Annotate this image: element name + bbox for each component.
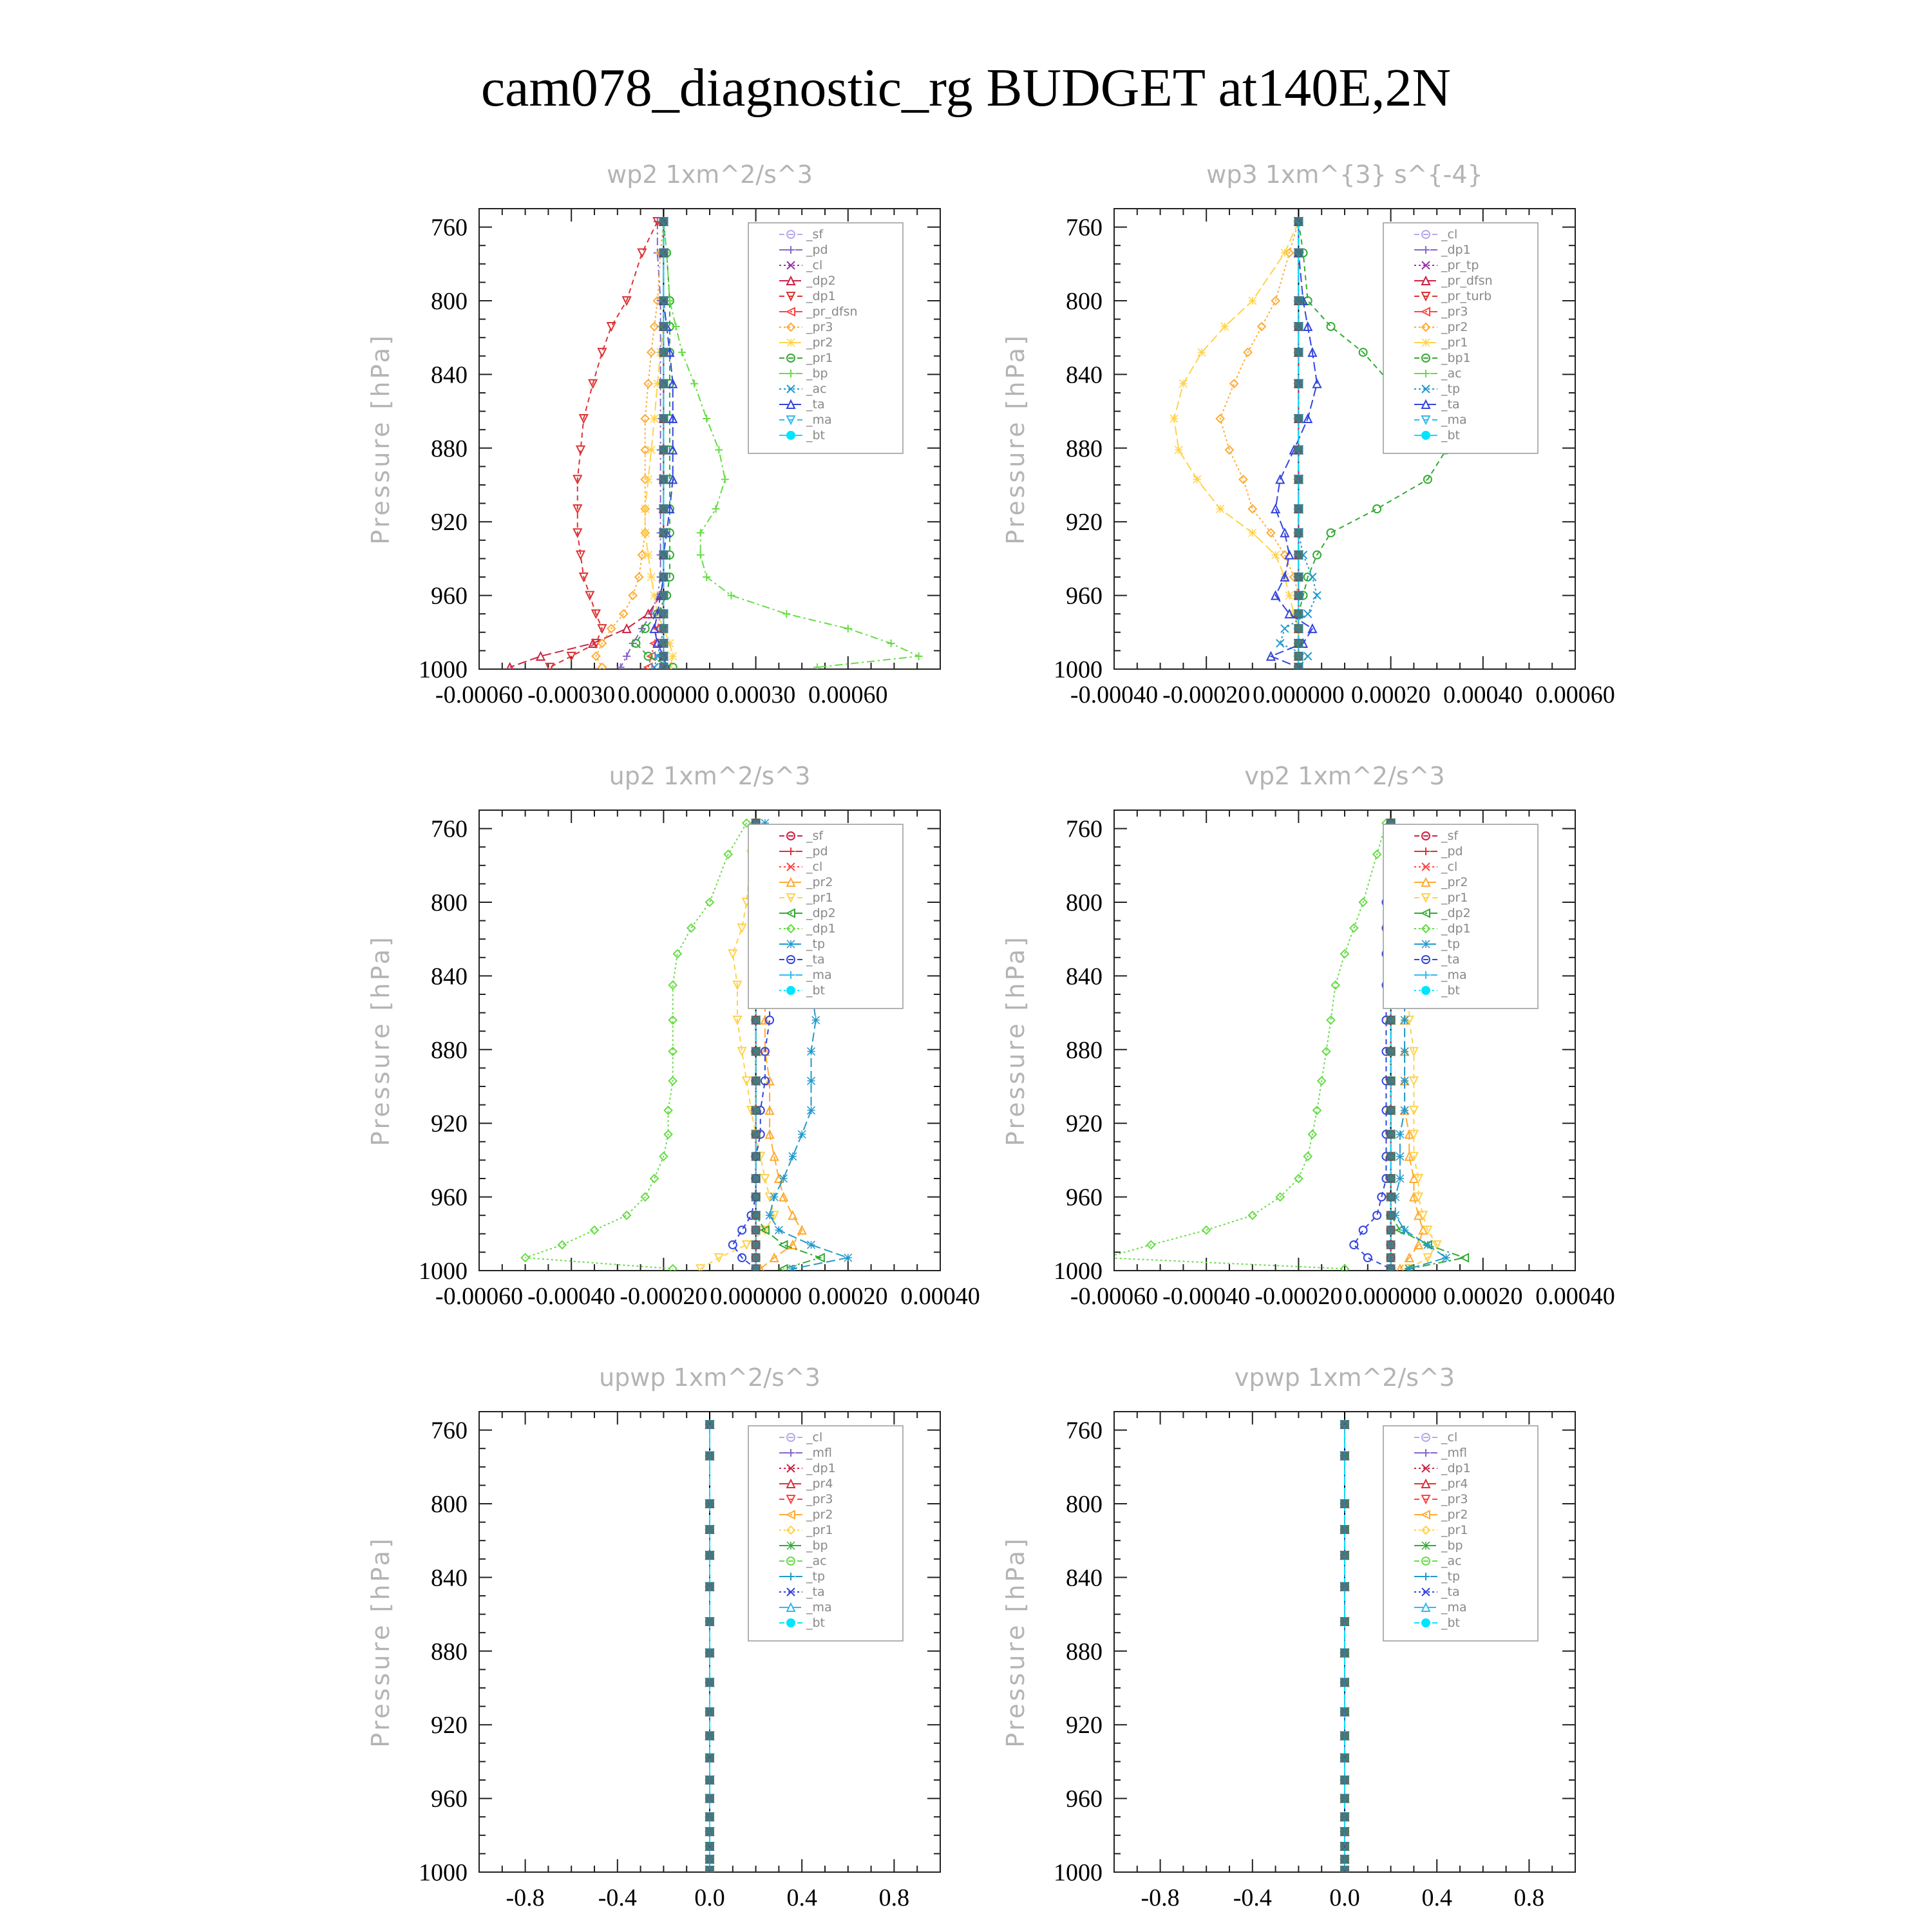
legend-label: _pr4 [806,1477,833,1491]
overplot-marker [705,1754,714,1763]
legend-label: _pr3 [1441,305,1468,319]
x-tick-label: 0.00040 [900,1283,980,1310]
series-line [550,222,658,667]
legend-label: _bt [806,983,826,998]
overplot-marker [705,1776,714,1785]
legend-label: _bt [1441,428,1461,442]
y-tick-label: 880 [1066,435,1103,462]
series-dp1 [522,819,751,1273]
y-axis-label: Pressure [hPa] [1001,1536,1030,1748]
overplot-marker [1294,663,1303,672]
panel-title: upwp 1xm^2/s^3 [599,1363,820,1392]
overplot-marker [1294,322,1303,331]
overplot-marker [705,1551,714,1560]
y-tick-label: 840 [431,361,468,389]
series-line [649,222,664,667]
y-tick-label: 800 [1066,288,1103,315]
overplot-marker [1387,1106,1396,1115]
y-tick-label: 1000 [419,1258,468,1285]
overplot-marker [1340,1776,1349,1785]
series-line [636,222,672,667]
legend-label: _pd [806,844,828,858]
x-tick-label: 0.00060 [1535,681,1615,708]
legend-label: _ac [806,1554,827,1568]
legend-label: _ma [1441,413,1467,427]
x-tick-label: 0.00040 [1443,681,1523,708]
x-tick-label: 0.00020 [1350,681,1431,708]
overplot-marker [752,1240,761,1249]
x-tick-label: 0.000000 [710,1283,802,1310]
legend-label: _pr3 [1441,1492,1468,1506]
overplot-marker [752,1211,761,1220]
overplot-marker [659,663,668,672]
legend-label: _pr_dfsn [1441,274,1493,288]
overplot-marker [1340,1525,1349,1534]
overplot-marker [1387,1264,1396,1273]
x-tick-label: -0.00030 [527,681,616,708]
y-tick-label: 960 [1066,1785,1103,1813]
legend-label: _ta [1441,952,1460,967]
x-tick-label: 0.00040 [1535,1283,1615,1310]
legend-label: _ma [1441,968,1467,982]
overplot-marker [1387,1226,1396,1235]
legend-label: _ta [806,397,825,412]
y-axis-label: Pressure [hPa] [366,934,395,1146]
legend-label: _bp [1441,1539,1463,1553]
x-tick-label: 0.00020 [808,1283,888,1310]
x-tick-label: -0.4 [1233,1884,1272,1911]
overplot-marker [1294,609,1303,618]
y-tick-label: 800 [1066,1491,1103,1518]
legend [748,1426,903,1641]
legend-label: _sf [806,829,824,843]
page-title: cam078_diagnostic_rg BUDGET at140E,2N [480,58,1452,118]
overplot-marker [659,475,668,484]
legend-label: _tp [1441,1569,1461,1584]
legend-label: _mfl [806,1446,832,1460]
legend-label: _ac [1441,1554,1462,1568]
overplot-marker [1340,1812,1349,1821]
y-tick-label: 840 [1066,963,1103,990]
legend-label: _dp1 [806,1461,836,1475]
legend-label: _ac [806,382,827,396]
x-tick-label: -0.8 [1141,1884,1180,1911]
legend-label: _pr_tp [1441,258,1479,272]
series-pr3 [592,218,667,671]
legend-label: _pd [806,243,828,257]
legend-label: _dp1 [1441,922,1471,936]
legend [1383,223,1538,453]
overplot-marker [659,379,668,388]
y-axis-label: Pressure [hPa] [366,1536,395,1748]
y-tick-label: 880 [431,435,468,462]
y-tick-label: 920 [431,1712,468,1739]
series-line [510,222,664,667]
overplot-marker [659,591,668,600]
legend [1383,824,1538,1009]
overplot-marker [1294,639,1303,648]
x-tick-label: 0.000000 [1345,1283,1437,1310]
chart-panel-6 [1001,1363,1575,1911]
y-tick-label: 960 [431,1785,468,1813]
legend-label: _bt [806,1616,826,1630]
y-tick-label: 920 [1066,509,1103,536]
legend-label: _bt [1441,1616,1461,1630]
y-tick-label: 760 [1066,815,1103,843]
y-axis-label: Pressure [hPa] [1001,934,1030,1146]
legend [1383,1426,1538,1641]
chart-panel-4 [1001,762,1615,1310]
y-axis-label: Pressure [hPa] [1001,333,1030,545]
x-tick-label: -0.00060 [435,681,524,708]
overplot-marker [752,1226,761,1235]
overplot-marker [705,1827,714,1836]
series-ta [1267,218,1321,671]
legend-label: _pr2 [806,875,833,889]
overplot-marker [1340,1754,1349,1763]
overplot-marker [1340,1707,1349,1716]
legend-label: _pr1 [1441,336,1468,350]
legend-label: _dp2 [806,274,836,288]
y-tick-label: 760 [431,1417,468,1444]
overplot-marker [1294,296,1303,305]
y-tick-label: 1000 [1054,1258,1103,1285]
overplot-marker [659,249,668,258]
legend-label: _dp2 [1441,906,1471,920]
x-tick-label: -0.8 [506,1884,545,1911]
y-tick-label: 880 [1066,1036,1103,1064]
overplot-marker [1340,1731,1349,1740]
legend-label: _sf [1441,829,1459,843]
legend-label: _cl [806,258,823,272]
x-tick-label: 0.00060 [808,681,888,708]
plot-area [705,1420,714,1875]
overplot-marker [705,1582,714,1591]
overplot-marker [1340,1855,1349,1864]
overplot-marker [1294,217,1303,226]
y-tick-label: 960 [1066,582,1103,610]
legend-label: _ta [806,1585,825,1599]
overplot-marker [1340,1827,1349,1836]
legend-label: _dp1 [1441,1461,1471,1475]
legend-label: _pr1 [1441,1523,1468,1537]
overplot-marker [659,639,668,648]
series-line [596,222,663,667]
panel-title: up2 1xm^2/s^3 [609,762,811,790]
overplot-marker [1387,1193,1396,1202]
y-tick-label: 840 [1066,361,1103,389]
series-dp2 [506,218,668,671]
legend-label: _dp2 [806,906,836,920]
overplot-marker [1387,1016,1396,1025]
x-tick-label: 0.8 [1513,1884,1545,1911]
overplot-marker [752,1016,761,1025]
overplot-marker [659,652,668,661]
overplot-marker [1294,591,1303,600]
overplot-marker [752,1253,761,1262]
x-tick-label: 0.0 [1329,1884,1360,1911]
y-tick-label: 1000 [419,1859,468,1886]
legend-label: _cl [806,1430,823,1444]
x-tick-label: -0.4 [598,1884,637,1911]
legend-label: _bp [806,366,828,381]
y-tick-label: 960 [1066,1184,1103,1211]
legend-label: _ta [1441,397,1460,412]
overplot-marker [1294,652,1303,661]
series-dp1 [546,218,661,671]
overplot-marker [659,551,668,560]
y-tick-label: 960 [431,1184,468,1211]
overplot-marker [1340,1551,1349,1560]
y-tick-label: 800 [431,889,468,916]
x-tick-label: 0.0 [694,1884,725,1911]
y-tick-label: 1000 [1054,1859,1103,1886]
overplot-marker [1387,1174,1396,1183]
overplot-marker [1294,475,1303,484]
legend-label: _pr2 [1441,875,1468,889]
x-tick-label: -0.00020 [1162,681,1251,708]
y-tick-label: 760 [1066,214,1103,242]
x-tick-label: 0.000000 [618,681,710,708]
legend [748,824,903,1009]
x-tick-label: 0.00030 [715,681,796,708]
series-pd [617,218,665,671]
legend-label: _bt [1441,983,1461,998]
overplot-marker [705,1617,714,1626]
y-tick-label: 920 [431,1110,468,1138]
legend-label: _ma [806,413,832,427]
x-tick-label: -0.00040 [527,1283,616,1310]
overplot-marker [752,1174,761,1183]
y-tick-label: 880 [1066,1638,1103,1665]
overplot-marker [1340,1499,1349,1508]
overplot-marker [705,1842,714,1851]
x-tick-label: 0.000000 [1253,681,1345,708]
y-tick-label: 800 [431,288,468,315]
overplot-marker [705,1678,714,1687]
y-tick-label: 760 [431,214,468,242]
overplot-marker [752,1047,761,1056]
overplot-marker [752,1106,761,1115]
overplot-marker [1387,1047,1396,1056]
panel-title: vp2 1xm^2/s^3 [1244,762,1445,790]
overplot-marker [705,1866,714,1875]
series-line [1271,222,1317,667]
legend-label: _dp1 [1441,243,1471,257]
chart-panel-3 [366,762,980,1310]
overplot-marker [659,624,668,633]
legend-label: _tp [806,937,826,951]
x-tick-label: -0.00060 [435,1283,524,1310]
x-tick-label: -0.00020 [620,1283,708,1310]
x-tick-label: -0.00040 [1070,681,1159,708]
overplot-marker [659,609,668,618]
legend-label: _tp [1441,382,1461,396]
overplot-marker [1340,1452,1349,1461]
x-tick-label: 0.8 [878,1884,910,1911]
legend-label: _dp1 [806,289,836,303]
overplot-marker [659,217,668,226]
overplot-marker [1340,1842,1349,1851]
x-tick-label: 0.4 [1421,1884,1452,1911]
overplot-marker [705,1452,714,1461]
legend-label: _ma [1441,1600,1467,1615]
overplot-marker [1294,573,1303,582]
y-tick-label: 920 [431,509,468,536]
series-line [526,823,747,1269]
legend-label: _pr2 [806,1508,833,1522]
overplot-marker [705,1649,714,1658]
overplot-marker [1340,1582,1349,1591]
overplot-marker [705,1794,714,1803]
overplot-marker [1294,551,1303,560]
overplot-marker [1294,249,1303,258]
panel-title: wp3 1xm^{3} s^{-4} [1206,160,1483,189]
overplot-marker [705,1855,714,1864]
y-tick-label: 760 [431,815,468,843]
panel-title: wp2 1xm^2/s^3 [607,160,813,189]
y-tick-label: 920 [1066,1110,1103,1138]
overplot-marker [752,1130,761,1139]
overplot-marker [1340,1420,1349,1429]
series-pr1 [1170,218,1302,671]
overplot-marker [659,322,668,331]
legend-label: _bp1 [1441,351,1471,365]
y-tick-label: 840 [431,1564,468,1592]
overplot-marker [1340,1866,1349,1875]
overplot-marker [1387,1076,1396,1085]
legend-label: _pr4 [1441,1477,1468,1491]
legend-label: _cl [806,860,823,874]
chart-panel-1 [366,160,940,708]
y-tick-label: 760 [1066,1417,1103,1444]
y-tick-label: 960 [431,582,468,610]
overplot-marker [1387,1130,1396,1139]
overplot-marker [1294,446,1303,455]
y-tick-label: 800 [431,1491,468,1518]
legend-label: _cl [1441,860,1458,874]
overplot-marker [1294,528,1303,537]
legend-label: _bt [806,428,826,442]
legend-label: _pr1 [806,1523,833,1537]
overplot-marker [705,1812,714,1821]
legend-label: _tp [1441,937,1461,951]
overplot-marker [659,528,668,537]
overplot-marker [1340,1678,1349,1687]
legend [748,223,903,453]
overplot-marker [1340,1794,1349,1803]
y-tick-label: 840 [431,963,468,990]
overplot-marker [752,1152,761,1161]
overplot-marker [1294,504,1303,513]
overplot-marker [1294,624,1303,633]
legend-label: _pr2 [1441,320,1468,334]
legend-label: _cl [1441,1430,1458,1444]
overplot-marker [705,1525,714,1534]
panel-title: vpwp 1xm^2/s^3 [1234,1363,1455,1392]
x-tick-label: 0.00020 [1443,1283,1523,1310]
overplot-marker [1340,1649,1349,1658]
series-line [621,222,661,667]
overplot-marker [1387,1253,1396,1262]
overplot-marker [1294,414,1303,423]
y-axis-label: Pressure [hPa] [366,333,395,545]
overplot-marker [659,348,668,357]
legend-label: _pd [1441,844,1463,858]
overplot-marker [705,1707,714,1716]
legend-label: _dp1 [806,922,836,936]
overplot-marker [1294,348,1303,357]
y-tick-label: 1000 [1054,656,1103,683]
overplot-marker [705,1499,714,1508]
y-tick-label: 800 [1066,889,1103,916]
legend-label: _pr3 [806,320,833,334]
legend-label: _pr1 [806,891,833,905]
y-tick-label: 920 [1066,1712,1103,1739]
legend-label: _tp [806,1569,826,1584]
overplot-marker [1387,1211,1396,1220]
legend-label: _pr3 [806,1492,833,1506]
plot-area [1340,1420,1349,1875]
series-line [1220,222,1299,667]
overplot-marker [752,1076,761,1085]
legend-label: _cl [1441,227,1458,242]
legend-label: _ma [806,1600,832,1615]
legend-label: _mfl [1441,1446,1467,1460]
legend-label: _pr1 [806,351,833,365]
legend-label: _ac [1441,366,1462,381]
series-dp1 [1101,819,1390,1273]
overplot-marker [705,1420,714,1429]
legend-label: _ta [806,952,825,967]
overplot-marker [659,504,668,513]
y-tick-label: 880 [431,1638,468,1665]
overplot-marker [1294,379,1303,388]
y-tick-label: 880 [431,1036,468,1064]
overplot-marker [1340,1617,1349,1626]
overplot-marker [705,1731,714,1740]
chart-panel-5 [366,1363,940,1911]
x-tick-label: -0.00020 [1255,1283,1343,1310]
legend-label: _bp [806,1539,828,1553]
legend-label: _sf [806,227,824,242]
y-tick-label: 840 [1066,1564,1103,1592]
overplot-marker [752,1193,761,1202]
x-tick-label: 0.4 [786,1884,817,1911]
chart-panel-2 [1001,160,1615,708]
x-tick-label: -0.00060 [1070,1283,1159,1310]
series-pr2 [1217,218,1303,671]
legend-label: _pr2 [806,336,833,350]
legend-label: _pr2 [1441,1508,1468,1522]
overplot-marker [752,1264,761,1273]
legend-label: _pr_turb [1441,289,1492,303]
y-tick-label: 1000 [419,656,468,683]
overplot-marker [1387,1240,1396,1249]
overplot-marker [659,414,668,423]
series-line [1105,823,1387,1269]
overplot-marker [659,446,668,455]
legend-label: _pr1 [1441,891,1468,905]
legend-label: _pr_dfsn [806,305,858,319]
legend-label: _ma [806,968,832,982]
overplot-marker [659,573,668,582]
x-tick-label: -0.00040 [1162,1283,1251,1310]
legend-label: _ta [1441,1585,1460,1599]
overplot-marker [1387,1152,1396,1161]
overplot-marker [659,296,668,305]
